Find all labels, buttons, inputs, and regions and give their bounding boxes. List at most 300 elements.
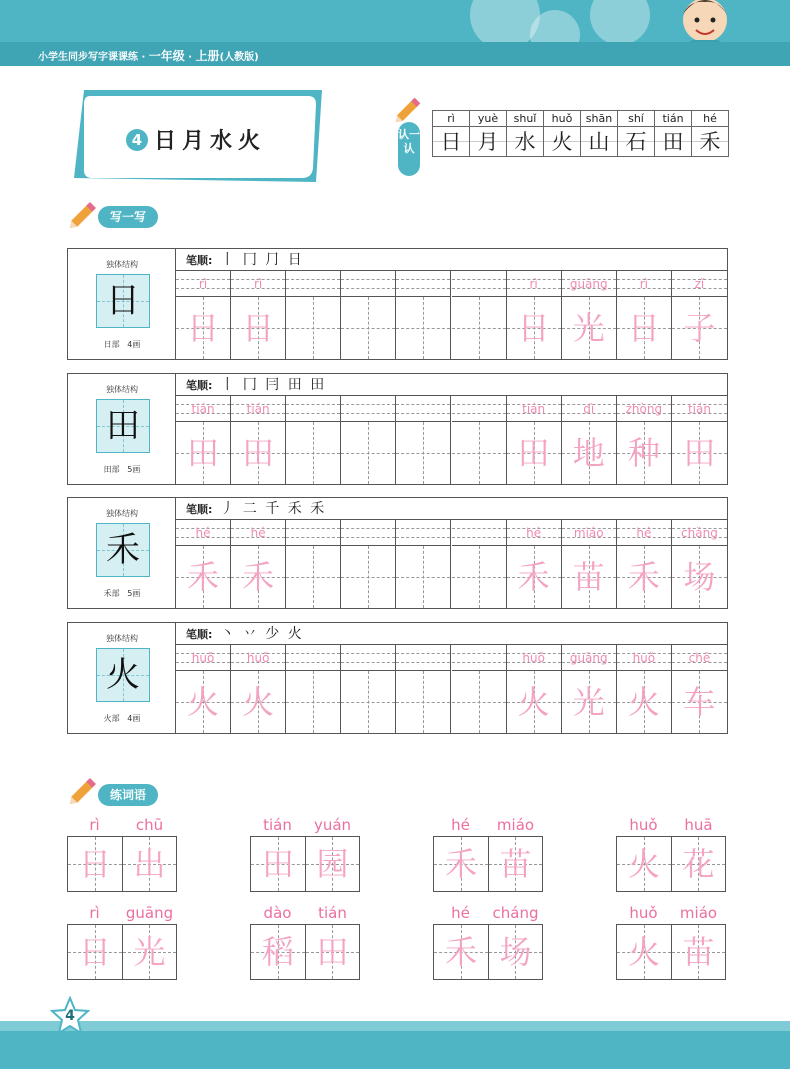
writing-cell[interactable]: [507, 271, 562, 359]
pinyin-lines: [507, 520, 561, 546]
word-trace-char: 日: [78, 845, 111, 883]
writing-cell[interactable]: [562, 645, 617, 733]
trace-char: 地: [572, 434, 605, 472]
trace-char: [452, 297, 506, 359]
pinyin-lines: [617, 396, 671, 422]
word-boxes: [616, 836, 726, 892]
char-square: [617, 422, 671, 484]
pinyin-lines: [562, 396, 616, 422]
trace-char: 子: [683, 309, 716, 347]
pinyin-lines: [396, 271, 450, 297]
trace-char: 火: [242, 683, 275, 721]
char-square: [452, 546, 506, 608]
cell-pinyin: huǒ: [246, 651, 270, 665]
word-item: [433, 814, 543, 892]
model-char-box: [96, 274, 150, 328]
trace-char: 光: [572, 309, 605, 347]
cell-pinyin: rì: [529, 277, 538, 291]
trace-char: 光: [572, 683, 605, 721]
char-square: [507, 671, 561, 733]
word-trace-char: 光: [133, 933, 166, 971]
word-boxes: [250, 924, 360, 980]
char-square: [286, 297, 340, 359]
trace-char: 禾: [627, 558, 660, 596]
char-square: [452, 297, 506, 359]
word-item: [616, 814, 726, 892]
model-char: 禾: [106, 530, 140, 570]
model-char-box: [96, 399, 150, 453]
model-char-box: [96, 648, 150, 702]
char-square: [231, 297, 285, 359]
structure-label: 独体结构: [106, 509, 138, 518]
trace-char: [341, 422, 395, 484]
pinyin-lines: [286, 645, 340, 671]
cell-pinyin: tián: [522, 402, 546, 416]
trace-char: [341, 671, 395, 733]
radical-info: 火部 4画: [103, 714, 141, 723]
trace-char: 日: [242, 309, 275, 347]
word-boxes: [67, 836, 177, 892]
writing-cell[interactable]: [562, 396, 617, 484]
word-char-box[interactable]: [68, 837, 122, 891]
pencil-icon: [392, 92, 426, 126]
trace-char: [396, 671, 450, 733]
word-item: [250, 902, 360, 980]
pinyin-lines: [286, 271, 340, 297]
radical-info: 禾部 5画: [103, 589, 141, 598]
cell-pinyin: tián: [246, 402, 270, 416]
pinyin-lines: [452, 645, 506, 671]
writing-cell[interactable]: [176, 520, 231, 608]
pinyin-lines: [617, 645, 671, 671]
trace-char: 禾: [187, 558, 220, 596]
char-square: [396, 297, 450, 359]
recognize-pinyin: rì: [433, 111, 470, 127]
model-char: 火: [106, 655, 140, 695]
footer-banner: [0, 1021, 790, 1069]
cell-pinyin: rì: [639, 277, 648, 291]
word-pinyin: hé miáo: [451, 816, 535, 834]
writing-cell[interactable]: [176, 271, 231, 359]
pencil-icon: [66, 196, 102, 232]
char-square: [452, 422, 506, 484]
char-info-panel: [68, 623, 176, 733]
trace-char: 日: [627, 309, 660, 347]
trace-char: 田: [517, 434, 550, 472]
word-trace-char: 稻: [261, 933, 294, 971]
char-square: [231, 546, 285, 608]
word-char-box[interactable]: [671, 837, 725, 891]
pinyin-lines: [231, 520, 285, 546]
pinyin-lines: [507, 396, 561, 422]
writing-cell[interactable]: [286, 645, 341, 733]
word-trace-char: 日: [78, 933, 111, 971]
word-trace-char: 苗: [499, 845, 532, 883]
word-pinyin: dào tián: [263, 904, 347, 922]
trace-char: [341, 546, 395, 608]
word-item: [250, 814, 360, 892]
writing-cell[interactable]: [617, 645, 672, 733]
writing-cell[interactable]: [672, 645, 727, 733]
recognize-char: 水: [507, 127, 544, 157]
trace-char: [452, 671, 506, 733]
pinyin-lines: [176, 520, 230, 546]
word-trace-char: 田: [316, 933, 349, 971]
writing-cell[interactable]: [562, 271, 617, 359]
cell-pinyin: miáo: [573, 526, 604, 540]
char-info-panel: [68, 374, 176, 484]
word-char-box[interactable]: [305, 925, 359, 979]
trace-char: 田: [187, 434, 220, 472]
pinyin-lines: [562, 520, 616, 546]
trace-char: 车: [683, 683, 716, 721]
stroke-order: 笔顺: 丨 冂 冃 田 田: [176, 374, 727, 396]
pinyin-lines: [176, 271, 230, 297]
word-boxes: [433, 836, 543, 892]
char-square: [672, 546, 727, 608]
char-square: [672, 671, 727, 733]
recognize-char: 火: [544, 127, 581, 157]
word-char-box[interactable]: [434, 837, 488, 891]
trace-char: [396, 546, 450, 608]
word-trace-char: 花: [682, 845, 715, 883]
trace-char: [286, 422, 340, 484]
recognize-pinyin: hé: [692, 111, 729, 127]
word-trace-char: 火: [627, 845, 660, 883]
char-square: [176, 546, 230, 608]
char-square: [396, 422, 450, 484]
char-square: [396, 671, 450, 733]
pinyin-lines: [176, 645, 230, 671]
pinyin-lines: [396, 396, 450, 422]
char-square: [341, 546, 395, 608]
model-char-box: [96, 523, 150, 577]
pinyin-lines: [452, 271, 506, 297]
writing-cell[interactable]: [341, 271, 396, 359]
stroke-order: 笔顺: 丨 冂 ⺆ 日: [176, 249, 727, 271]
char-square: [176, 671, 230, 733]
word-pinyin: huǒ miáo: [629, 904, 718, 922]
trace-char: 禾: [517, 558, 550, 596]
char-info-panel: [68, 249, 176, 359]
word-char-box[interactable]: [488, 925, 542, 979]
pinyin-lines: [396, 645, 450, 671]
writing-cell[interactable]: [396, 396, 451, 484]
writing-cell[interactable]: [452, 645, 507, 733]
radical-info: 田部 5画: [103, 465, 141, 474]
practice-block: [67, 248, 728, 360]
writing-cell[interactable]: [176, 645, 231, 733]
cell-pinyin: rì: [198, 277, 208, 291]
word-char-box[interactable]: [671, 925, 725, 979]
trace-char: 火: [627, 683, 660, 721]
word-boxes: [616, 924, 726, 980]
writing-cell[interactable]: [396, 645, 451, 733]
word-item: [616, 902, 726, 980]
writing-cell[interactable]: [617, 271, 672, 359]
char-square: [672, 297, 727, 359]
char-square: [507, 422, 561, 484]
writing-cell[interactable]: [452, 271, 507, 359]
cell-pinyin: tián: [687, 402, 711, 416]
word-trace-char: 场: [499, 933, 532, 971]
recognize-pinyin: shí: [618, 111, 655, 127]
pinyin-lines: [231, 271, 285, 297]
char-square: [507, 297, 561, 359]
cell-pinyin: zhòng: [625, 402, 663, 416]
pinyin-lines: [396, 520, 450, 546]
cell-pinyin: hé: [250, 526, 266, 540]
word-trace-char: 火: [627, 933, 660, 971]
char-square: [507, 546, 561, 608]
pinyin-lines: [341, 520, 395, 546]
word-item: [67, 902, 177, 980]
writing-cell[interactable]: [396, 520, 451, 608]
header-banner: [0, 0, 790, 66]
cell-pinyin: rì: [254, 277, 263, 291]
pinyin-lines: [231, 645, 285, 671]
trace-char: 田: [242, 434, 275, 472]
cell-pinyin: dì: [583, 402, 595, 416]
page-title: [126, 124, 266, 155]
writing-grid: [176, 271, 727, 359]
word-char-box[interactable]: [251, 925, 305, 979]
cell-pinyin: guāng: [569, 651, 608, 665]
recognize-pinyin: tián: [655, 111, 692, 127]
pinyin-lines: [231, 396, 285, 422]
writing-cell[interactable]: [286, 520, 341, 608]
trace-char: [286, 671, 340, 733]
trace-char: [286, 297, 340, 359]
cell-pinyin: hé: [636, 526, 652, 540]
structure-label: 独体结构: [106, 385, 138, 394]
cell-pinyin: huǒ: [191, 651, 215, 665]
write-section-tag: 写一写: [98, 206, 158, 228]
pinyin-lines: [507, 645, 561, 671]
char-square: [562, 546, 616, 608]
writing-cell[interactable]: [231, 271, 286, 359]
writing-cell[interactable]: [672, 520, 727, 608]
writing-cell[interactable]: [507, 520, 562, 608]
pinyin-lines: [341, 396, 395, 422]
word-pinyin: rì chū: [89, 816, 164, 834]
writing-grid: [176, 645, 727, 733]
writing-cell[interactable]: [452, 520, 507, 608]
writing-cell[interactable]: [507, 645, 562, 733]
trace-char: 日: [187, 309, 220, 347]
stroke-order: 笔顺: 丿 二 千 禾 禾: [176, 498, 727, 520]
pinyin-lines: [672, 271, 727, 297]
writing-cell[interactable]: [231, 520, 286, 608]
radical-info: 日部 4画: [103, 340, 141, 349]
writing-cell[interactable]: [617, 396, 672, 484]
word-pinyin: hé cháng: [451, 904, 539, 922]
writing-cell[interactable]: [341, 645, 396, 733]
recognize-char: 日: [433, 127, 470, 157]
word-trace-char: 园: [316, 845, 349, 883]
trace-char: 禾: [242, 558, 275, 596]
word-pinyin: huǒ huā: [629, 816, 713, 834]
pinyin-lines: [617, 520, 671, 546]
cell-pinyin: guāng: [569, 277, 608, 291]
recognize-tag: 认一认: [398, 122, 420, 176]
word-char-box[interactable]: [434, 925, 488, 979]
writing-cell[interactable]: [617, 520, 672, 608]
writing-cell[interactable]: [396, 271, 451, 359]
word-char-box[interactable]: [617, 925, 671, 979]
word-char-box[interactable]: [122, 837, 176, 891]
word-char-box[interactable]: [68, 925, 122, 979]
writing-cell[interactable]: [286, 396, 341, 484]
writing-cell[interactable]: [672, 271, 727, 359]
writing-cell[interactable]: [231, 645, 286, 733]
pinyin-lines: [176, 396, 230, 422]
recognize-char: 山: [581, 127, 618, 157]
char-square: [231, 422, 285, 484]
char-square: [341, 297, 395, 359]
trace-char: [396, 297, 450, 359]
char-square: [341, 422, 395, 484]
trace-char: [452, 546, 506, 608]
pinyin-lines: [562, 271, 616, 297]
writing-cell[interactable]: [286, 271, 341, 359]
char-square: [617, 671, 671, 733]
recognize-table: [432, 110, 729, 157]
word-pinyin: rì guāng: [89, 904, 174, 922]
word-trace-char: 出: [133, 845, 166, 883]
pinyin-lines: [452, 520, 506, 546]
char-square: [562, 297, 616, 359]
cell-pinyin: tián: [191, 402, 215, 416]
char-square: [286, 671, 340, 733]
writing-grid: [176, 520, 727, 608]
word-item: [67, 814, 177, 892]
char-square: [286, 546, 340, 608]
word-trace-char: 禾: [444, 933, 477, 971]
word-char-box[interactable]: [122, 925, 176, 979]
word-char-box[interactable]: [305, 837, 359, 891]
pinyin-lines: [286, 520, 340, 546]
writing-cell[interactable]: [176, 396, 231, 484]
pinyin-lines: [341, 271, 395, 297]
recognize-char: 石: [618, 127, 655, 157]
practice-block: [67, 373, 728, 485]
char-square: [286, 422, 340, 484]
pinyin-lines: [562, 645, 616, 671]
char-square: [176, 297, 230, 359]
pinyin-lines: [507, 271, 561, 297]
model-char: 田: [106, 406, 140, 446]
trace-char: 苗: [572, 558, 605, 596]
trace-char: 火: [517, 683, 550, 721]
trace-char: 田: [683, 434, 716, 472]
pinyin-lines: [617, 271, 671, 297]
lesson-number: 4: [126, 129, 148, 151]
char-square: [672, 422, 727, 484]
cell-pinyin: huǒ: [522, 651, 545, 665]
words-section-tag: 练词语: [98, 784, 158, 806]
writing-cell[interactable]: [452, 396, 507, 484]
lesson-title-text: 日月水火: [154, 129, 267, 154]
recognize-pinyin: shān: [581, 111, 618, 127]
recognize-char: 田: [655, 127, 692, 157]
char-square: [617, 297, 671, 359]
cell-pinyin: hé: [195, 526, 211, 540]
structure-label: 独体结构: [106, 634, 138, 643]
word-boxes: [433, 924, 543, 980]
recognize-pinyin: yuè: [470, 111, 507, 127]
char-square: [562, 671, 616, 733]
trace-char: [396, 422, 450, 484]
writing-cell[interactable]: [341, 396, 396, 484]
word-char-box[interactable]: [488, 837, 542, 891]
page-number: 4: [65, 1008, 75, 1024]
recognize-pinyin: shuǐ: [507, 111, 544, 127]
char-square: [617, 546, 671, 608]
cell-pinyin: zǐ: [694, 277, 705, 291]
pencil-icon: [66, 772, 102, 808]
char-square: [176, 422, 230, 484]
cell-pinyin: chǎng: [681, 526, 718, 540]
practice-block: [67, 622, 728, 734]
word-trace-char: 苗: [682, 933, 715, 971]
pinyin-lines: [286, 396, 340, 422]
trace-char: 日: [517, 309, 550, 347]
trace-char: [341, 297, 395, 359]
char-square: [341, 671, 395, 733]
word-char-box[interactable]: [617, 837, 671, 891]
char-square: [562, 422, 616, 484]
footer-stripe: [0, 1021, 790, 1031]
cell-pinyin: huǒ: [632, 651, 656, 665]
model-char: 日: [106, 281, 140, 321]
word-boxes: [250, 836, 360, 892]
pinyin-lines: [341, 645, 395, 671]
word-trace-char: 禾: [444, 845, 477, 883]
word-item: [433, 902, 543, 980]
char-square: [452, 671, 506, 733]
decor-bubble: [590, 0, 650, 45]
book-title: 小学生同步写字课课练 · 一年级 · 上册(人教版): [38, 49, 259, 63]
word-pinyin: tián yuán: [263, 816, 352, 834]
practice-block: [67, 497, 728, 609]
trace-char: 火: [187, 683, 220, 721]
recognize-char: 禾: [692, 127, 729, 157]
cell-pinyin: chē: [688, 651, 711, 665]
writing-cell[interactable]: [507, 396, 562, 484]
char-square: [396, 546, 450, 608]
char-info-panel: [68, 498, 176, 608]
writing-grid: [176, 396, 727, 484]
word-char-box[interactable]: [251, 837, 305, 891]
writing-cell[interactable]: [672, 396, 727, 484]
cell-pinyin: hé: [526, 526, 542, 540]
char-square: [231, 671, 285, 733]
trace-char: [286, 546, 340, 608]
trace-char: 场: [683, 558, 716, 596]
recognize-char: 月: [470, 127, 507, 157]
recognize-pinyin: huǒ: [544, 111, 581, 127]
writing-cell[interactable]: [231, 396, 286, 484]
word-boxes: [67, 924, 177, 980]
word-trace-char: 田: [261, 845, 294, 883]
pinyin-lines: [452, 396, 506, 422]
trace-char: 种: [627, 434, 660, 472]
writing-cell[interactable]: [341, 520, 396, 608]
trace-char: [452, 422, 506, 484]
pinyin-lines: [672, 520, 727, 546]
writing-cell[interactable]: [562, 520, 617, 608]
